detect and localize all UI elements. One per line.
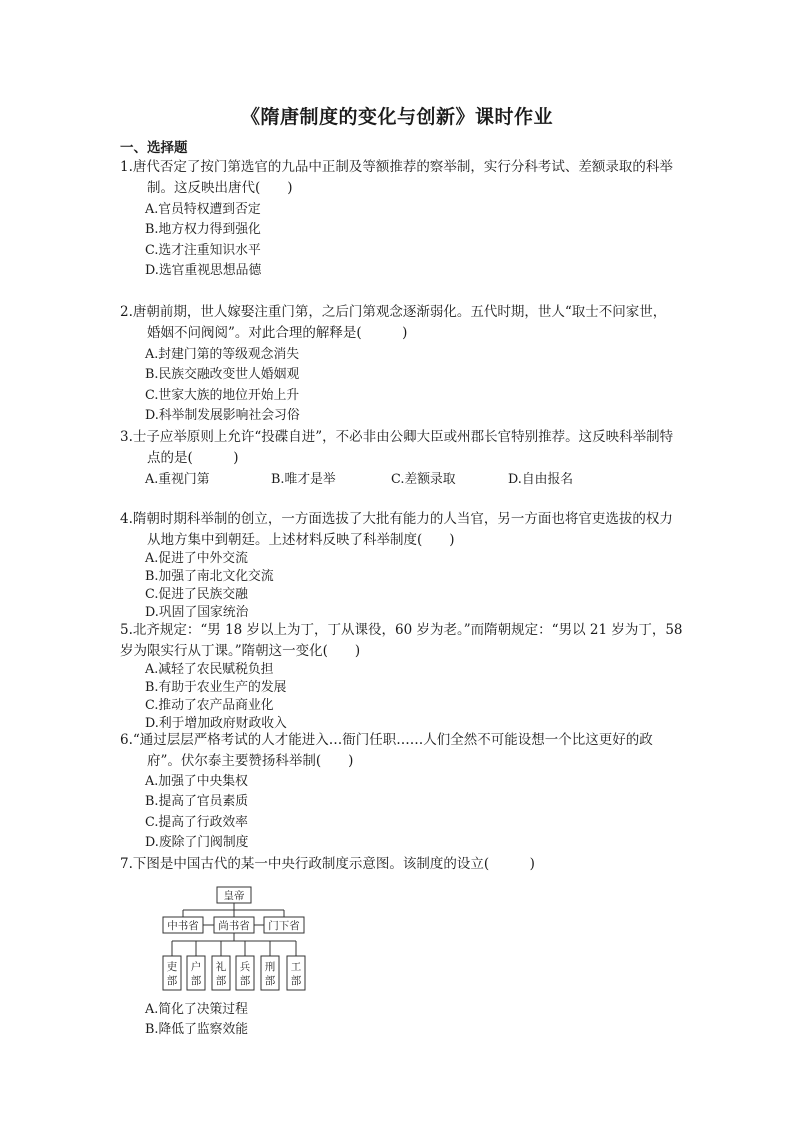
diagram-label-menxia: 门下省: [268, 920, 300, 932]
option-c[interactable]: C.世家大族的地位开始上升: [145, 387, 300, 403]
page-title: 《隋唐制度的变化与创新》课时作业: [240, 106, 553, 128]
option-d[interactable]: D.废除了门阀制度: [145, 834, 249, 850]
question-stem-line1: 3.士子应举原则上允许“投碟自进”，不必非由公卿大臣或州郡长官特别推荐。这反映科举制特: [120, 429, 674, 445]
question-4: [120, 509, 705, 622]
diagram-label-ministry: 礼部: [215, 961, 227, 987]
option-c[interactable]: C.促进了民族交融: [145, 587, 248, 602]
diagram-label-shangshu: 尚书省: [218, 920, 250, 932]
option-a[interactable]: A.减轻了农民赋税负担: [145, 662, 274, 677]
question-stem-line2: 府”。伏尔泰主要赞扬科举制( ): [147, 753, 354, 769]
option-c[interactable]: C.推动了农产品商业化: [145, 698, 274, 713]
question-1: [120, 157, 705, 281]
option-a[interactable]: A.促进了中外交流: [145, 551, 248, 566]
option-d[interactable]: D.选官重视思想品德: [145, 262, 262, 278]
question-stem-line1: 1.唐代否定了按门第选官的九品中正制及等额推荐的察举制，实行分科考试、差额录取的科举: [120, 159, 673, 175]
option-a[interactable]: A.简化了决策过程: [145, 1002, 248, 1017]
option-c[interactable]: C.提高了行政效率: [145, 814, 248, 830]
question-stem-line1: 5.北齐规定：“男 18 岁以上为丁，丁从课役，60 岁为老。”而隋朝规定：“男以 21 岁为丁，58: [120, 622, 683, 638]
option-a[interactable]: A.加强了中央集权: [145, 774, 248, 789]
option-b[interactable]: B.有助于农业生产的发展: [145, 680, 287, 695]
question-7-options: [120, 1000, 705, 1041]
diagram-label-ministry: 刑部: [264, 961, 276, 987]
option-b[interactable]: B.降低了监察效能: [145, 1022, 249, 1038]
option-c[interactable]: C.差额录取: [391, 472, 456, 487]
option-d[interactable]: D.自由报名: [508, 472, 574, 487]
option-b[interactable]: B.地方权力得到强化: [145, 222, 261, 238]
option-d[interactable]: D.巩固了国家统治: [145, 605, 249, 620]
option-d[interactable]: D.利于增加政府财政收入: [145, 716, 287, 731]
question-2: [120, 302, 705, 426]
option-a[interactable]: A.封建门第的等级观念消失: [145, 347, 300, 362]
question-stem-line2: 岁为限实行从丁课。”隋朝这一变化( ): [120, 643, 361, 659]
diagram-label-ministry: 兵部: [239, 961, 251, 987]
diagram-label-emperor: 皇帝: [223, 890, 245, 902]
option-d[interactable]: D.科举制发展影响社会习俗: [145, 407, 300, 423]
option-a[interactable]: A.重视门第: [145, 472, 210, 487]
question-stem-line2: 制。这反映出唐代( ): [147, 180, 293, 196]
diagram-label-ministry: 工部: [290, 961, 302, 987]
question-stem-line1: 6.“通过层层严格考试的人才能进入…衙门任职……人们全然不可能设想一个比这更好的政: [120, 732, 653, 748]
option-b[interactable]: B.提高了官员素质: [145, 794, 249, 810]
option-b[interactable]: B.民族交融改变世人婚姻观: [145, 367, 300, 383]
option-a[interactable]: A.官员特权遭到否定: [145, 202, 261, 217]
option-c[interactable]: C.选才注重知识水平: [145, 242, 261, 258]
diagram-label-zhongshu: 中书省: [167, 920, 199, 932]
administrative-diagram: [160, 886, 310, 1000]
question-5: [120, 620, 705, 733]
option-b[interactable]: B.唯才是举: [271, 472, 336, 487]
question-6: [120, 730, 705, 853]
question-stem-line1: 4.隋朝时期科举制的创立，一方面选拔了大批有能力的人当官，另一方面也将官吏选拔的权力: [120, 511, 673, 527]
question-3: [120, 427, 705, 490]
question-stem-line2: 婚姻不问阀阅”。对此合理的解释是( ): [147, 325, 408, 341]
question-stem-line1: 7.下图是中国古代的某一中央行政制度示意图。该制度的设立( ): [120, 856, 535, 872]
question-7: [120, 854, 705, 875]
diagram-label-ministry: 户部: [190, 961, 202, 987]
diagram-label-ministry: 吏部: [166, 961, 178, 987]
question-stem-line2: 从地方集中到朝廷。上述材料反映了科举制度( ): [147, 532, 455, 548]
question-stem-line2: 点的是( ): [147, 450, 239, 466]
option-b[interactable]: B.加强了南北文化交流: [145, 569, 274, 584]
section-heading: 一、选择题: [120, 140, 188, 156]
question-stem-line1: 2.唐朝前期，世人嫁娶注重门第，之后门第观念逐渐弱化。五代时期，世人“取士不问家世，: [120, 304, 667, 320]
